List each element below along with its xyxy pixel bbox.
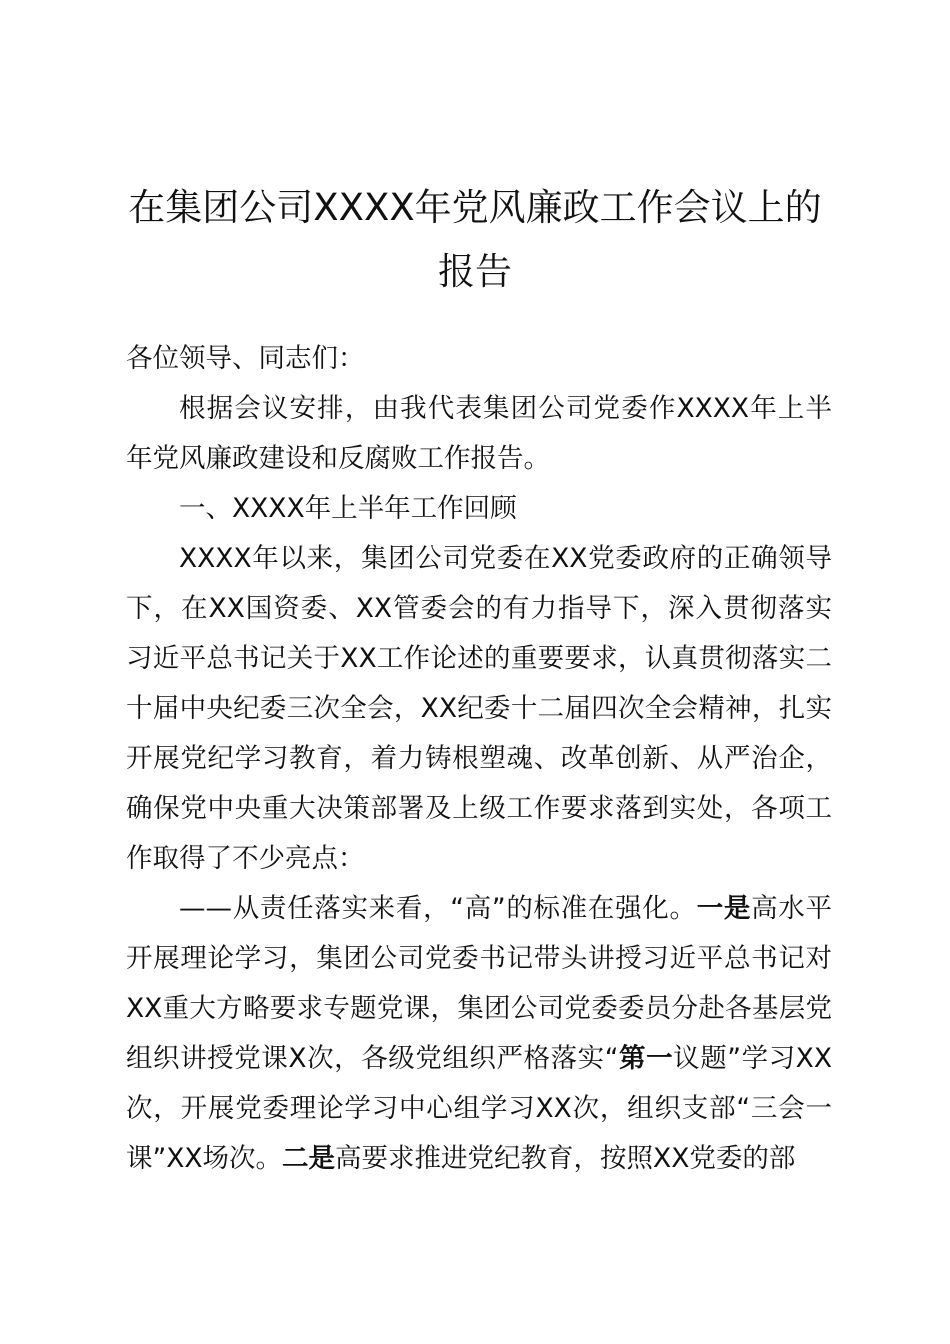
paragraph-review: XXXX年以来，集团公司党委在XX党委政府的正确领导下，在XX国资委、XX管委会的有力指导下，深入贯彻落实习近平总书记关于XX工作论述的重要要求，认真贯彻落实二十届中央纪委三次全会，XX纪委十二届四次全会精神，扎实开展党纪学习教育，着力铸根塑魂、改革创新、从严治企，确保党中央重大决策部署及上级工作要求落到实处，各项工作取得了不少亮点：: [126, 543, 832, 874]
emphasis-first-topic: 第一: [618, 1043, 674, 1074]
text-segment: 议题”学习XX次，开展党委理论学习中心组学习XX次，组织支部“三会一课”XX场次。: [126, 1043, 832, 1174]
document-title: [120, 176, 830, 304]
document-body: [126, 334, 832, 1184]
paragraph-responsibility: [126, 884, 832, 1184]
salutation: 各位领导、同志们：: [126, 343, 365, 374]
text-segment: ——从责任落实来看，“高”的标准在强化。: [179, 893, 697, 924]
title-line-2: 报告: [438, 250, 512, 293]
section-heading: 一、XXXX年上半年工作回顾: [179, 493, 517, 524]
text-segment: 高要求推进党纪教育，按照XX党委的部: [335, 1143, 796, 1174]
emphasis-first: 一是: [696, 893, 752, 924]
title-line-1: 在集团公司XXXX年党风廉政工作会议上的: [128, 186, 822, 229]
paragraph-intro: 根据会议安排，由我代表集团公司党委作XXXX年上半年党风廉政建设和反腐败工作报告。: [126, 393, 832, 474]
text-segment: 高水平开展理论学习，集团公司党委书记带头讲授习近平总书记对XX重大方略要求专题党课，集团公司党委委员分赴各基层党组织讲授党课X次，各级党组织严格落实“: [126, 893, 833, 1074]
emphasis-second: 二是: [282, 1143, 336, 1174]
